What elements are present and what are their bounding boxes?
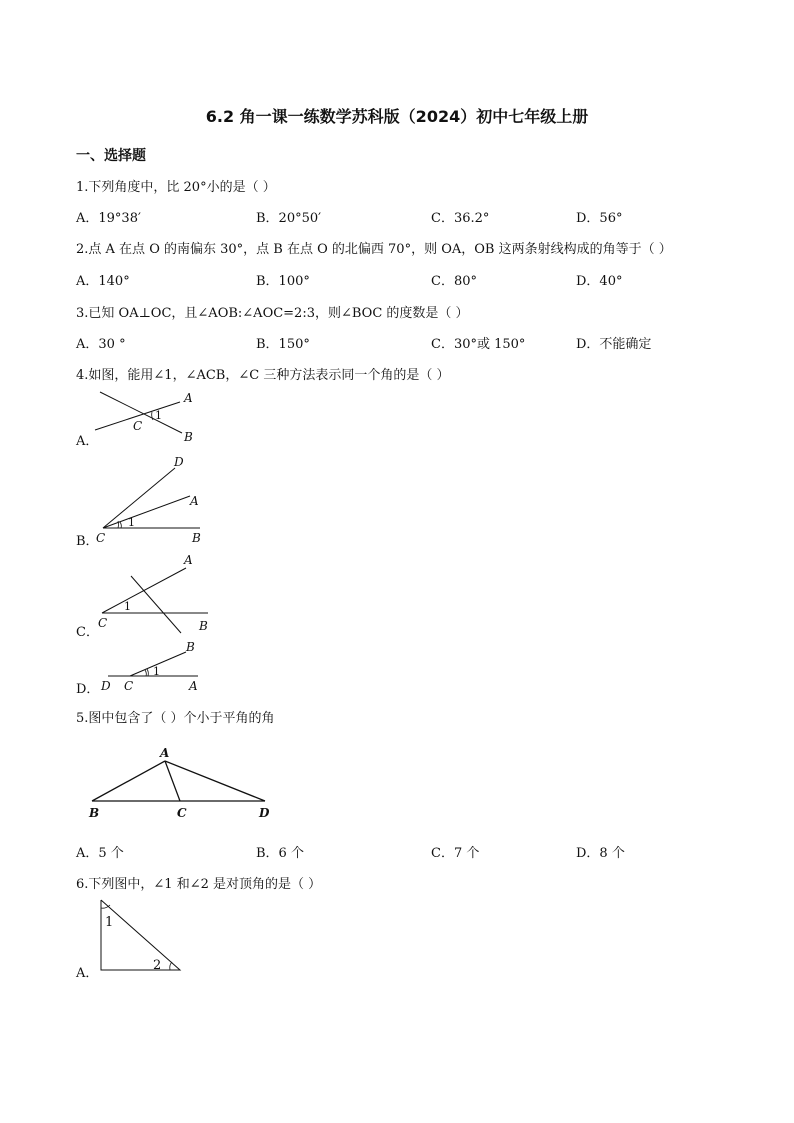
q6a-label-2: 2 — [153, 958, 162, 973]
q4-option-d: D． — [76, 682, 100, 697]
q4b-label-b: B — [192, 531, 201, 545]
q1-option-b: B．20°50′ — [256, 211, 322, 226]
q4a-label-c: C — [133, 419, 143, 433]
question-3-stem: 3.已知 OA⊥OC，且∠AOB:∠AOC=2:3，则∠BOC 的度数是（ ） — [76, 306, 469, 321]
page-title: 6.2 角一课一练数学苏科版（2024）初中七年级上册 — [205, 107, 589, 126]
question-1-stem: 1.下列角度中，比 20°小的是（ ） — [76, 180, 276, 195]
q4b-label-a: A — [190, 494, 199, 508]
q4b-label-d: D — [174, 455, 184, 469]
q4c-label-1: 1 — [124, 600, 131, 613]
q3-option-c: C．30°或 150° — [431, 337, 526, 352]
q5-label-b: B — [89, 806, 100, 820]
q1-option-c: C．36.2° — [431, 211, 490, 226]
q2-option-d: D．40° — [576, 274, 623, 289]
q3-option-d: D．不能确定 — [576, 337, 652, 352]
q4b-label-c: C — [96, 531, 106, 545]
q4d-label-b: B — [186, 640, 195, 654]
q4d-label-c: C — [124, 679, 134, 693]
q5-label-d: D — [259, 806, 270, 820]
q4-option-b: B． — [76, 534, 99, 549]
q3-option-a: A．30 ° — [76, 337, 126, 352]
q5-label-a: A — [160, 746, 170, 760]
question-2-stem: 2.点 A 在点 O 的南偏东 30°，点 B 在点 O 的北偏西 70°，则 OA，OB 这两条射线构成的角等于（ ） — [76, 242, 672, 257]
q4a-label-b: B — [184, 430, 193, 444]
q4a-label-1: 1 — [155, 409, 162, 422]
q4-option-a: A． — [76, 434, 99, 449]
q2-option-a: A．140° — [76, 274, 130, 289]
q4d-label-1: 1 — [153, 665, 160, 678]
q6a-label-1: 1 — [105, 915, 114, 930]
q4d-label-d: D — [101, 679, 111, 693]
q5-option-b: B．6 个 — [256, 846, 304, 861]
q4b-label-1: 1 — [128, 516, 135, 529]
q4c-label-b: B — [199, 619, 208, 633]
question-6-stem: 6.下列图中，∠1 和∠2 是对顶角的是（ ） — [76, 877, 322, 892]
question-4-stem: 4.如图，能用∠1，∠ACB，∠C 三种方法表示同一个角的是（ ） — [76, 368, 450, 383]
q4a-label-a: A — [184, 391, 193, 405]
q6-option-a: A． — [76, 966, 99, 981]
q3-option-b: B．150° — [256, 337, 310, 352]
q5-option-c: C．7 个 — [431, 846, 480, 861]
q4c-label-a: A — [184, 553, 193, 567]
q1-option-d: D．56° — [576, 211, 623, 226]
q1-option-a: A．19°38′ — [76, 211, 141, 226]
q5-option-a: A．5 个 — [76, 846, 124, 861]
q5-label-c: C — [177, 806, 187, 820]
question-5-stem: 5.图中包含了（ ）个小于平角的角 — [76, 711, 275, 726]
q2-option-c: C．80° — [431, 274, 477, 289]
q4d-label-a: A — [189, 679, 198, 693]
q5-option-d: D．8 个 — [576, 846, 625, 861]
q2-option-b: B．100° — [256, 274, 310, 289]
q4c-label-c: C — [98, 616, 108, 630]
q4-option-c: C． — [76, 625, 99, 640]
section-heading: 一、选择题 — [76, 148, 146, 164]
